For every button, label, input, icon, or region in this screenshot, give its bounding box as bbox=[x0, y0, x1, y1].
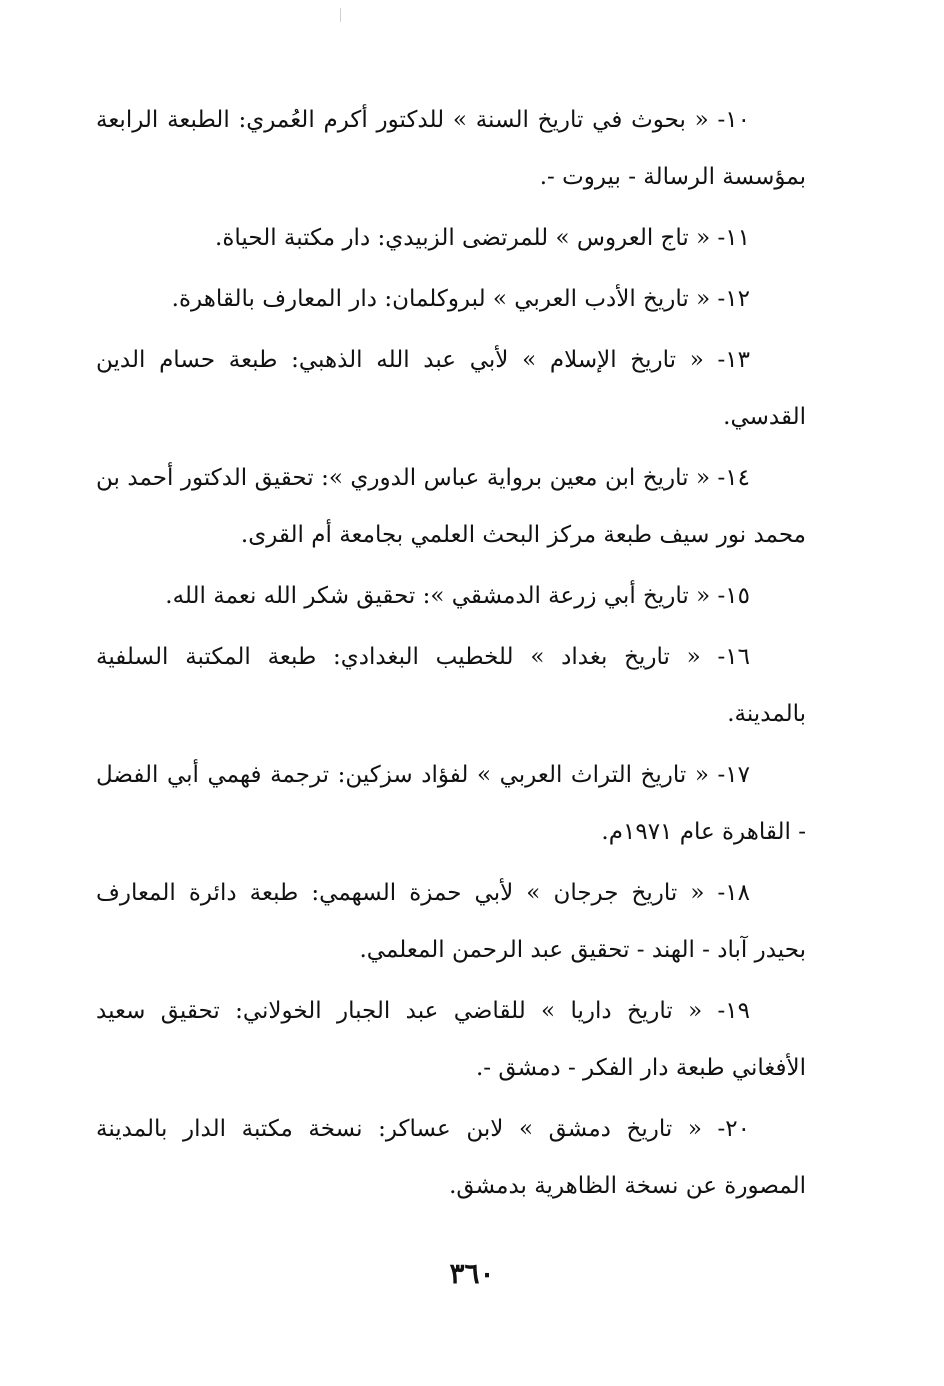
bibliography-entry-17: ١٧- « تاريخ التراث العربي » لفؤاد سزكين: ترجمة فهمي أبي الفضل - القاهرة عام ١٩٧١م. bbox=[96, 762, 806, 845]
bibliography-entry-18: ١٨- « تاريخ جرجان » لأبي حمزة السهمي: طبعة دائرة المعارف بحيدر آباد - الهند - تحقيق عبد الرحمن المعلمي. bbox=[96, 880, 806, 963]
bibliography-entry-13: ١٣- « تاريخ الإسلام » لأبي عبد الله الذهبي: طبعة حسام الدين القدسي. bbox=[96, 347, 806, 430]
bibliography-entry-14: ١٤- « تاريخ ابن معين برواية عباس الدوري »: تحقيق الدكتور أحمد بن محمد نور سيف طبعة مركز البحث العلمي بجامعة أم القرى. bbox=[96, 465, 806, 548]
bibliography-entry-15: ١٥- « تاريخ أبي زرعة الدمشقي »: تحقيق شكر الله نعمة الله. bbox=[165, 583, 750, 609]
scan-artifact bbox=[340, 8, 341, 22]
bibliography-entry-12: ١٢- « تاريخ الأدب العربي » لبروكلمان: دار المعارف بالقاهرة. bbox=[171, 286, 750, 312]
bibliography-list bbox=[96, 92, 806, 1219]
bibliography-entry-11: ١١- « تاج العروس » للمرتضى الزبيدي: دار مكتبة الحياة. bbox=[215, 225, 750, 251]
bibliography-entry-16: ١٦- « تاريخ بغداد » للخطيب البغدادي: طبعة المكتبة السلفية بالمدينة. bbox=[96, 644, 806, 727]
page-number: ٣٦٠ bbox=[449, 1257, 495, 1290]
bibliography-entry-20: ٢٠- « تاريخ دمشق » لابن عساكر: نسخة مكتبة الدار بالمدينة المصورة عن نسخة الظاهرية بدمشق. bbox=[96, 1116, 806, 1199]
bibliography-entry-10: ١٠- « بحوث في تاريخ السنة » للدكتور أكرم العُمري: الطبعة الرابعة بمؤسسة الرسالة - بيروت -. bbox=[96, 107, 806, 190]
bibliography-entry-19: ١٩- « تاريخ داريا » للقاضي عبد الجبار الخولاني: تحقيق سعيد الأفغاني طبعة دار الفكر - دمشق -. bbox=[96, 998, 806, 1081]
